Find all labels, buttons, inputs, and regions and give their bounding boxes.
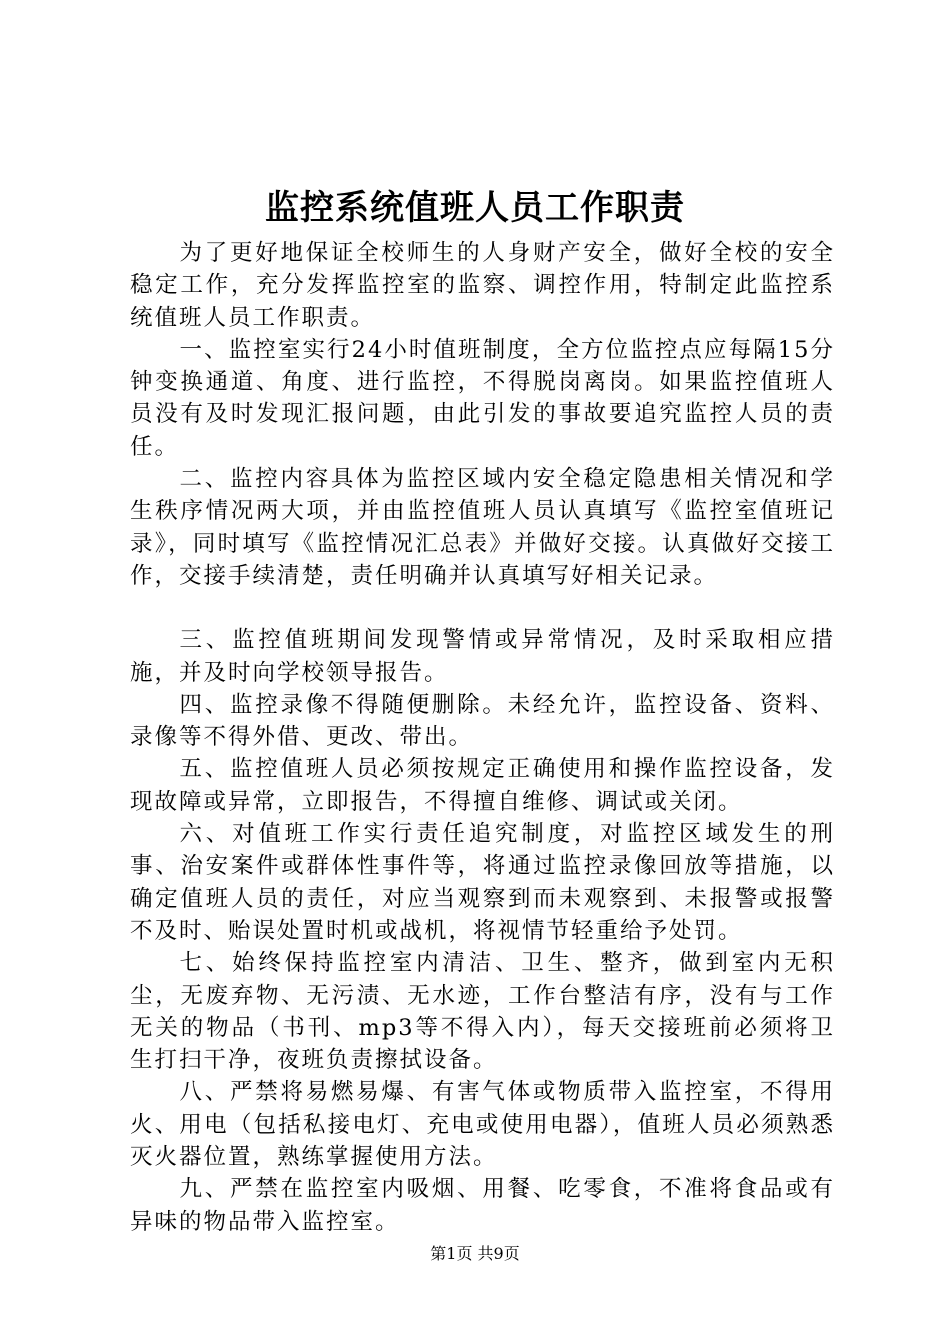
paragraph-item-5: 五、监控值班人员必须按规定正确使用和操作监控设备，发现故障或异常，立即报告，不得擅自维修、调试或关闭。 bbox=[130, 756, 835, 815]
paragraph-item-3: 三、监控值班期间发现警情或异常情况，及时采取相应措施，并及时向学校领导报告。 bbox=[130, 627, 835, 686]
page-number-footer: 第1页 共9页 bbox=[430, 1244, 520, 1263]
document-title: 监控系统值班人员工作职责 bbox=[265, 188, 685, 228]
paragraph-item-1: 一、监控室实行24小时值班制度，全方位监控点应每隔15分钟变换通道、角度、进行监控，不得脱岗离岗。如果监控值班人员没有及时发现汇报问题，由此引发的事故要追究监控人员的责任。 bbox=[130, 336, 835, 460]
document-body bbox=[130, 237, 835, 1238]
paragraph-item-9: 九、严禁在监控室内吸烟、用餐、吃零食，不准将食品或有异味的物品带入监控室。 bbox=[130, 1176, 835, 1235]
paragraph-intro: 为了更好地保证全校师生的人身财产安全，做好全校的安全稳定工作，充分发挥监控室的监察、调控作用，特制定此监控系统值班人员工作职责。 bbox=[130, 240, 835, 331]
paragraph-item-8: 八、严禁将易燃易爆、有害气体或物质带入监控室，不得用火、用电（包括私接电灯、充电或使用电器），值班人员必须熟悉灭火器位置，熟练掌握使用方法。 bbox=[130, 1079, 835, 1171]
paragraph-item-2: 二、监控内容具体为监控区域内安全稳定隐患相关情况和学生秩序情况两大项，并由监控值班人员认真填写《监控室值班记录》，同时填写《监控情况汇总表》并做好交接。认真做好交接工作，交接手续清楚，责任明确并认真填写好相关记录。 bbox=[130, 466, 835, 589]
paragraph-item-4: 四、监控录像不得随便删除。未经允许，监控设备、资料、录像等不得外借、更改、带出。 bbox=[130, 691, 835, 751]
paragraph-item-7: 七、始终保持监控室内清洁、卫生、整齐，做到室内无积尘，无废弃物、无污渍、无水迹，工作台整洁有序，没有与工作无关的物品（书刊、mp3等不得入内），每天交接班前必须将卫生打扫干净，夜班负责擦拭设备。 bbox=[130, 950, 835, 1074]
paragraph-item-6: 六、对值班工作实行责任追究制度，对监控区域发生的刑事、治安案件或群体性事件等，将通过监控录像回放等措施，以确定值班人员的责任，对应当观察到而未观察到、未报警或报警不及时、贻误处置时机或战机，将视情节轻重给予处罚。 bbox=[130, 821, 835, 944]
